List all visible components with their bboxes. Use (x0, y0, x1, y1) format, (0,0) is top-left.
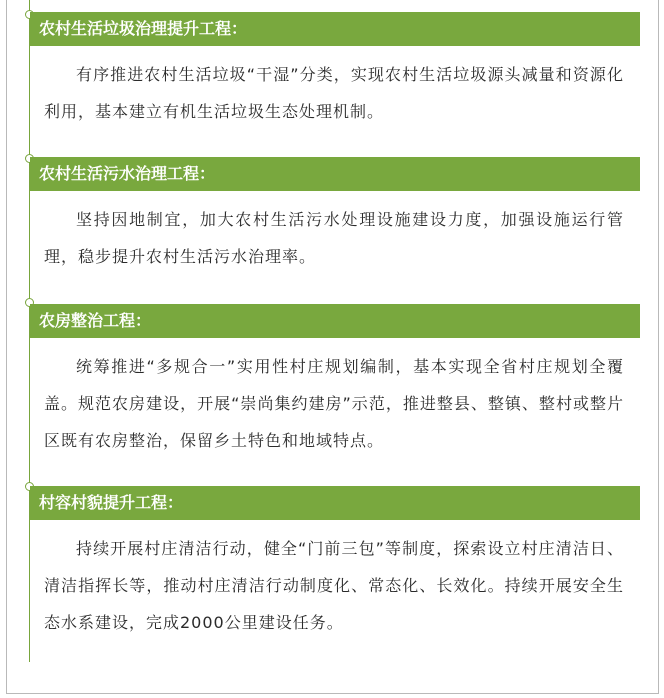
section-body: 统筹推进“多规合一”实用性村庄规划编制，基本实现全省村庄规划全覆盖。规范农房建设，开展“崇尚集约建房”示范，推进整县、整镇、整村或整片区既有农房整治，保留乡土特色和地域特点。 (44, 357, 624, 450)
section-sewage (30, 157, 640, 275)
section-village-appearance (30, 486, 640, 641)
section-title: 农村生活垃圾治理提升工程： (30, 12, 640, 46)
section-housing (30, 304, 640, 459)
section-body: 有序推进农村生活垃圾“干湿”分类，实现农村生活垃圾源头减量和资源化利用，基本建立有机生活垃圾生态处理机制。 (44, 65, 624, 121)
section-title: 农房整治工程： (30, 304, 640, 338)
section-garbage (30, 12, 640, 130)
section-body: 持续开展村庄清洁行动，健全“门前三包”等制度，探索设立村庄清洁日、清洁指挥长等，推动村庄清洁行动制度化、常态化、长效化。持续开展安全生态水系建设，完成2000公里建设任务。 (44, 539, 624, 632)
section-body: 坚持因地制宜，加大农村生活污水处理设施建设力度，加强设施运行管理，稳步提升农村生活污水治理率。 (44, 210, 624, 266)
section-title: 农村生活污水治理工程： (30, 157, 640, 191)
section-title: 村容村貌提升工程： (30, 486, 640, 520)
